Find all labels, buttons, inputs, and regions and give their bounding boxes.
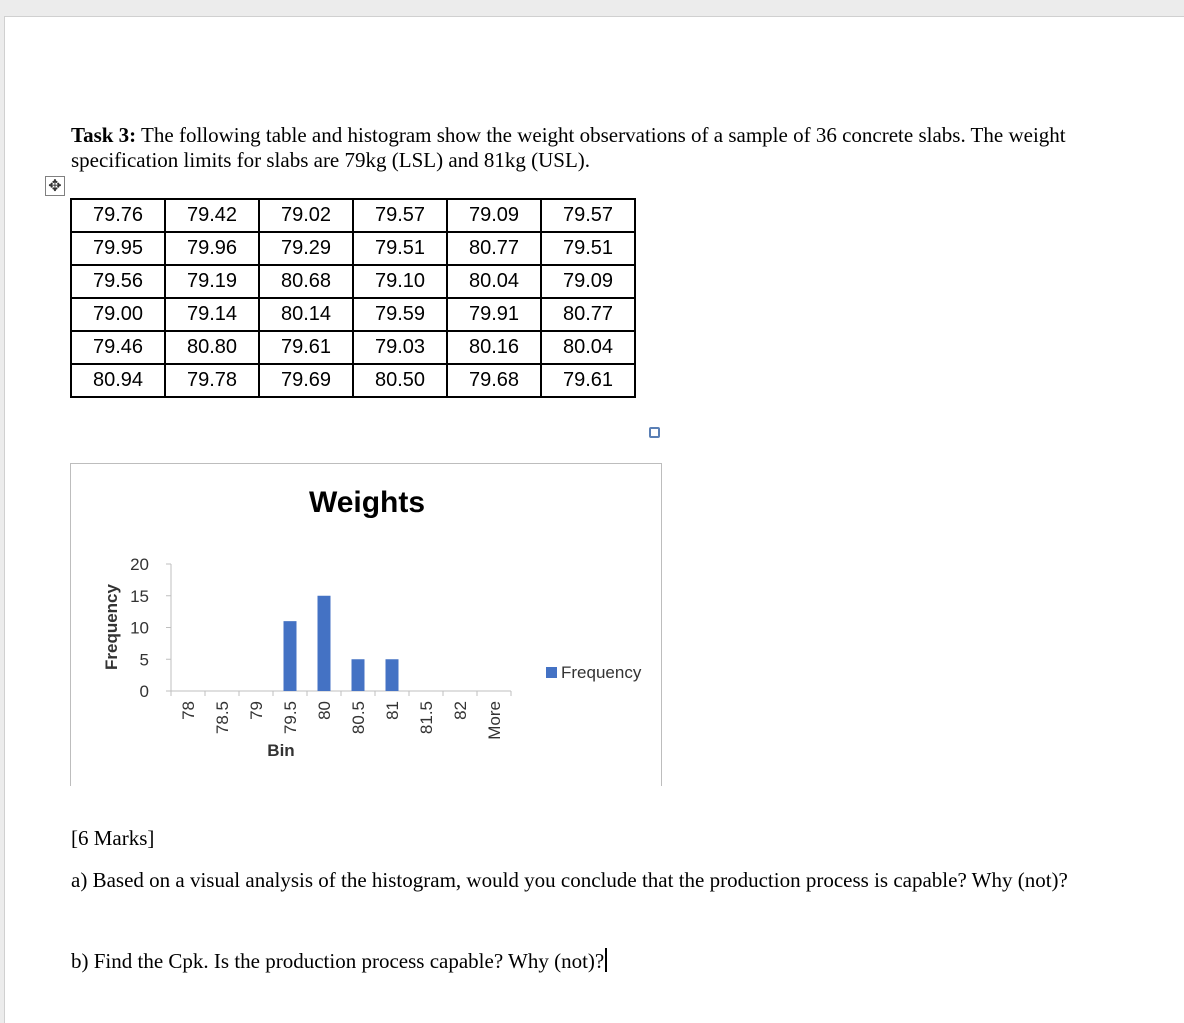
- table-cell[interactable]: 80.14: [259, 298, 353, 331]
- table-cell[interactable]: 79.57: [541, 199, 635, 232]
- x-tick-label: 80: [315, 701, 334, 720]
- table-cell[interactable]: 79.57: [353, 199, 447, 232]
- table-cell[interactable]: 79.10: [353, 265, 447, 298]
- histogram-bar: [318, 596, 331, 691]
- text-cursor: [605, 948, 607, 972]
- table-cell[interactable]: 79.03: [353, 331, 447, 364]
- histogram-bar: [284, 621, 297, 691]
- x-tick-label: 82: [451, 701, 470, 720]
- y-tick-label: 10: [130, 618, 149, 638]
- table-cell[interactable]: 79.46: [71, 331, 165, 364]
- observations-table: [70, 198, 636, 398]
- x-tick-label: 79: [247, 701, 266, 720]
- x-tick-label: 79.5: [281, 701, 300, 735]
- table-row: [71, 331, 635, 364]
- x-axis-title: Bin: [267, 741, 295, 760]
- x-tick-label: 81: [383, 701, 402, 720]
- y-tick-label: 0: [139, 682, 149, 701]
- table-cell[interactable]: 79.51: [541, 232, 635, 265]
- y-tick-label: 15: [130, 586, 149, 606]
- x-tick-label: 81.5: [417, 701, 436, 735]
- table-move-handle-icon[interactable]: ✥: [45, 176, 65, 196]
- table-cell[interactable]: 79.09: [541, 265, 635, 298]
- table-cell[interactable]: 80.77: [541, 298, 635, 331]
- legend-label: Frequency: [561, 663, 642, 682]
- table-cell[interactable]: 79.09: [447, 199, 541, 232]
- table-cell[interactable]: 80.16: [447, 331, 541, 364]
- table-row: [71, 232, 635, 265]
- table-cell[interactable]: 79.29: [259, 232, 353, 265]
- table-cell[interactable]: 79.69: [259, 364, 353, 397]
- table-cell[interactable]: 79.61: [259, 331, 353, 364]
- table-cell[interactable]: 80.68: [259, 265, 353, 298]
- table-row: [71, 199, 635, 232]
- table-cell[interactable]: 79.02: [259, 199, 353, 232]
- table-cell[interactable]: 79.68: [447, 364, 541, 397]
- table-cell[interactable]: 79.14: [165, 298, 259, 331]
- table-cell[interactable]: 79.56: [71, 265, 165, 298]
- y-axis-title: Frequency: [102, 584, 121, 670]
- table-cell[interactable]: 79.95: [71, 232, 165, 265]
- table-cell[interactable]: 79.61: [541, 364, 635, 397]
- question-b: [71, 948, 1081, 974]
- task-description: [71, 123, 1141, 173]
- question-b-text: b) Find the Cpk. Is the production process capable? Why (not)?: [71, 949, 605, 973]
- legend-swatch: [546, 667, 557, 678]
- table-cell[interactable]: 79.96: [165, 232, 259, 265]
- table-cell[interactable]: 79.42: [165, 199, 259, 232]
- table-cell[interactable]: 80.04: [541, 331, 635, 364]
- table-cell[interactable]: 80.94: [71, 364, 165, 397]
- table-cell[interactable]: 80.50: [353, 364, 447, 397]
- question-a: a) Based on a visual analysis of the histogram, would you conclude that the production process is capable? Why (not)?: [71, 868, 1068, 892]
- table-cell[interactable]: 79.19: [165, 265, 259, 298]
- table-cell[interactable]: 80.80: [165, 331, 259, 364]
- histogram-bar: [352, 659, 365, 691]
- table-row: [71, 298, 635, 331]
- y-tick-label: 20: [130, 555, 149, 574]
- histogram-bar: [386, 659, 399, 691]
- table-resize-handle-icon[interactable]: [649, 427, 660, 438]
- x-tick-label: 78: [179, 701, 198, 720]
- table-cell[interactable]: 80.04: [447, 265, 541, 298]
- table-row: [71, 364, 635, 397]
- chart-title: Weights: [308, 486, 426, 519]
- weights-chart[interactable]: [70, 463, 662, 786]
- table-cell[interactable]: 79.51: [353, 232, 447, 265]
- y-tick-label: 5: [139, 650, 149, 670]
- table-cell[interactable]: 79.76: [71, 199, 165, 232]
- table-cell[interactable]: 79.59: [353, 298, 447, 331]
- x-tick-label: 80.5: [349, 701, 368, 735]
- table-cell[interactable]: 79.91: [447, 298, 541, 331]
- task-text: The following table and histogram show the weight observations of a sample of 36 concrete slabs. The weight specification limits for slabs are 79kg (LSL) and 81kg (USL).: [71, 123, 1066, 172]
- table-cell[interactable]: 80.77: [447, 232, 541, 265]
- marks-label: [6 Marks]: [71, 826, 155, 850]
- table-row: [71, 265, 635, 298]
- task-label: Task 3:: [71, 123, 137, 147]
- table-cell[interactable]: 79.78: [165, 364, 259, 397]
- chart-canvas: [71, 464, 663, 787]
- x-tick-label: 78.5: [213, 701, 232, 735]
- table-cell[interactable]: 79.00: [71, 298, 165, 331]
- x-tick-label: More: [485, 701, 504, 740]
